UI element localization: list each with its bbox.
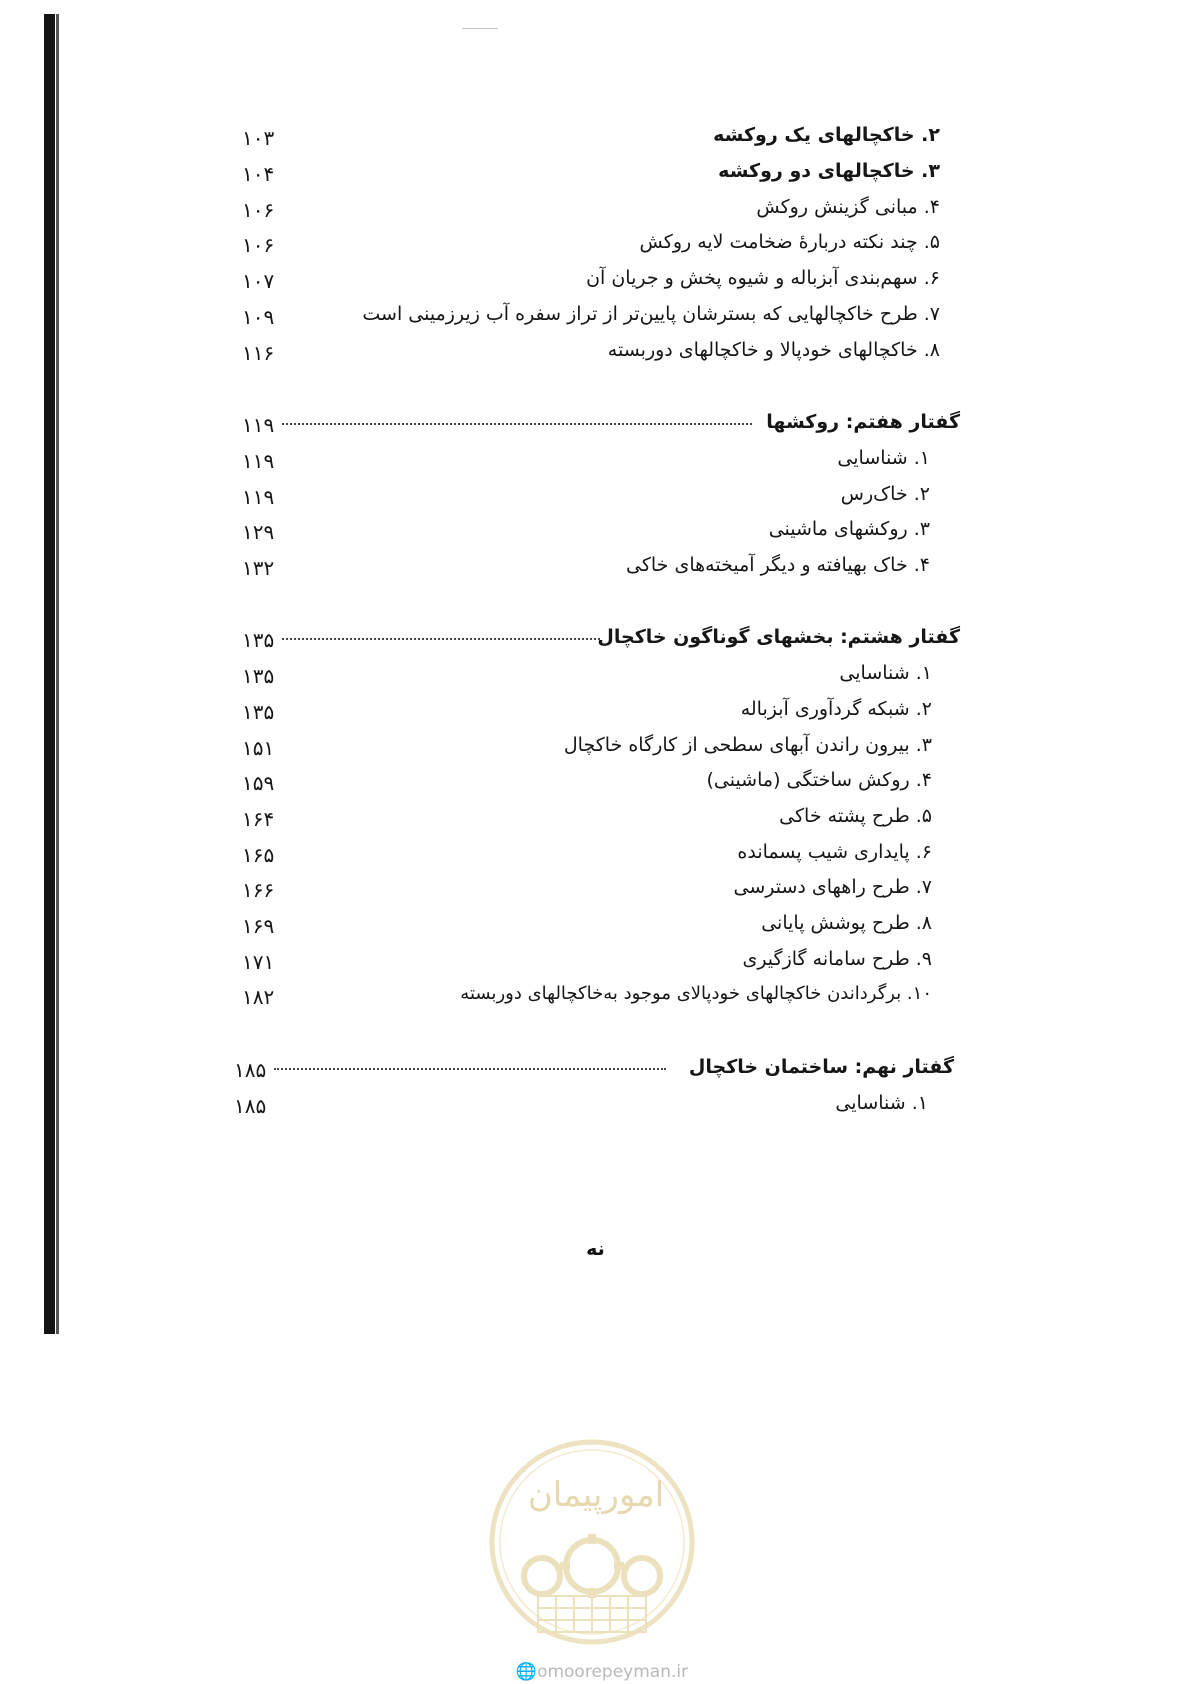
- toc-chapter: [230, 626, 960, 660]
- toc-entry-title: ۳. خاکچالهای دو روکشه: [718, 160, 940, 182]
- toc-page-number: ۱۸۲: [242, 985, 275, 1009]
- toc-page-number: ۱۰۶: [242, 233, 275, 257]
- toc-chapter: [230, 411, 960, 445]
- toc-entry: [230, 518, 960, 552]
- toc-entry: [230, 303, 960, 337]
- toc-entry: [230, 231, 960, 265]
- chapter-title: گفتار هشتم: بخشهای گوناگون خاکچال: [597, 626, 960, 648]
- toc-page-number: ۱۲۹: [242, 520, 275, 544]
- toc-page-number: ۱۱۹: [242, 449, 275, 473]
- toc-entry: [230, 1092, 960, 1126]
- toc-page-number: ۱۶۹: [242, 914, 275, 938]
- toc-page-number: ۱۳۵: [242, 700, 275, 724]
- toc-page-number: ۱۵۱: [242, 736, 275, 760]
- toc-entry: [230, 805, 960, 839]
- toc-entry: [230, 339, 960, 373]
- globe-icon: 🌐: [515, 1662, 538, 1682]
- toc-chapter: [230, 1056, 960, 1090]
- svg-text:امورپیمان: امورپیمان: [527, 1475, 665, 1515]
- dot-leader: [282, 423, 752, 425]
- toc-entry: [230, 912, 960, 946]
- toc-entry: [230, 698, 960, 732]
- toc-entry: [230, 483, 960, 517]
- toc-page-number: ۱۷۱: [242, 950, 275, 974]
- toc-entry-title: ۲. شبکه گردآوری آبزباله: [740, 698, 932, 720]
- toc-entry-title: ۱. شناسایی: [837, 447, 930, 469]
- chapter-title: گفتار هفتم: روکشها: [766, 411, 960, 433]
- toc-entry: [230, 734, 960, 768]
- page-folio: نه: [586, 1238, 605, 1260]
- toc-page-number: ۱۵۹: [242, 771, 275, 795]
- toc-entry-title: ۲. خاکچالهای یک روکشه: [713, 124, 940, 146]
- toc-entry-title: ۵. طرح پشته خاکی: [779, 805, 932, 827]
- toc-entry: [230, 948, 960, 982]
- toc-page-number: ۱۳۵: [242, 664, 275, 688]
- watermark-url: [492, 1662, 712, 1682]
- toc-page-number: ۱۱۶: [242, 341, 275, 365]
- toc-entry: [230, 160, 960, 194]
- toc-entry-title: ۹. طرح سامانه گازگیری: [742, 948, 932, 970]
- toc-entry-title: ۱. شناسایی: [835, 1092, 928, 1114]
- dot-leader: [282, 638, 600, 640]
- toc-entry-title: ۴. روکش ساختگی (ماشینی): [706, 769, 932, 791]
- toc-entry-title: ۲. خاک‌رس: [840, 483, 930, 505]
- toc-entry-title: ۵. چند نکته دربارهٔ ضخامت لایه روکش: [639, 231, 940, 253]
- toc-entry: [230, 124, 960, 158]
- toc-page-number: ۱۰۶: [242, 198, 275, 222]
- toc-entry-title: ۱. شناسایی: [839, 662, 932, 684]
- toc-entry: [230, 447, 960, 481]
- toc-page-number: ۱۰۴: [242, 162, 275, 186]
- toc-page-number: ۱۰۹: [242, 305, 275, 329]
- toc-entry-title: ۸. خاکچالهای خودپالا و خاکچالهای دوربسته: [607, 339, 940, 361]
- scan-mark: [462, 28, 498, 29]
- toc-entry: [230, 196, 960, 230]
- scan-edge-bar: [44, 14, 55, 1334]
- toc-page-number: ۱۶۶: [242, 878, 275, 902]
- toc-page-number: ۱۳۵: [242, 628, 275, 652]
- toc-entry: [230, 662, 960, 696]
- toc-entry-title: ۴. مبانی گزینش روکش: [756, 196, 940, 218]
- toc-entry-title: ۷. طرح راههای دسترسی: [733, 876, 932, 898]
- toc-page-number: ۱۳۲: [242, 556, 275, 580]
- toc-entry-title: ۱۰. برگرداندن خاکچالهای خودپالای موجود به‌خاکچالهای دوربسته: [460, 983, 932, 1004]
- toc-page-number: ۱۰۳: [242, 126, 275, 150]
- chapter-title: گفتار نهم: ساختمان خاکچال: [688, 1056, 954, 1078]
- toc-entry-title: ۳. روکشهای ماشینی: [768, 518, 930, 540]
- toc-page-number: ۱۸۵: [234, 1094, 267, 1118]
- toc-entry-title: ۶. سهم‌بندی آبزباله و شیوه پخش و جریان آن: [586, 267, 940, 289]
- toc-page-number: ۱۶۵: [242, 843, 275, 867]
- scan-edge-shadow: [56, 14, 59, 1334]
- toc-entry: [230, 841, 960, 875]
- publisher-seal-logo: [486, 1436, 698, 1648]
- watermark-url-text: omoorepeyman.ir: [537, 1662, 689, 1682]
- toc-entry-title: ۶. پایداری شیب پسمانده: [737, 841, 932, 863]
- toc-page-number: ۱۱۹: [242, 485, 275, 509]
- toc-page-number: ۱۰۷: [242, 269, 275, 293]
- toc-entry: [230, 267, 960, 301]
- toc-entry-title: ۴. خاک بهیافته و دیگر آمیخته‌های خاکی: [626, 554, 930, 576]
- dot-leader: [274, 1068, 666, 1070]
- toc-entry: [230, 769, 960, 803]
- toc-entry: [230, 983, 960, 1017]
- toc-page-number: ۱۱۹: [242, 413, 275, 437]
- toc-entry-title: ۳. بیرون راندن آبهای سطحی از کارگاه خاکچال: [563, 734, 932, 756]
- toc-entry-title: ۷. طرح خاکچالهایی که بسترشان پایین‌تر از تراز سفره آب زیرزمینی است: [362, 303, 940, 325]
- toc-page-number: ۱۶۴: [242, 807, 275, 831]
- toc-entry: [230, 554, 960, 588]
- toc-entry: [230, 876, 960, 910]
- toc-entry-title: ۸. طرح پوشش پایانی: [761, 912, 932, 934]
- toc-page-number: ۱۸۵: [234, 1058, 267, 1082]
